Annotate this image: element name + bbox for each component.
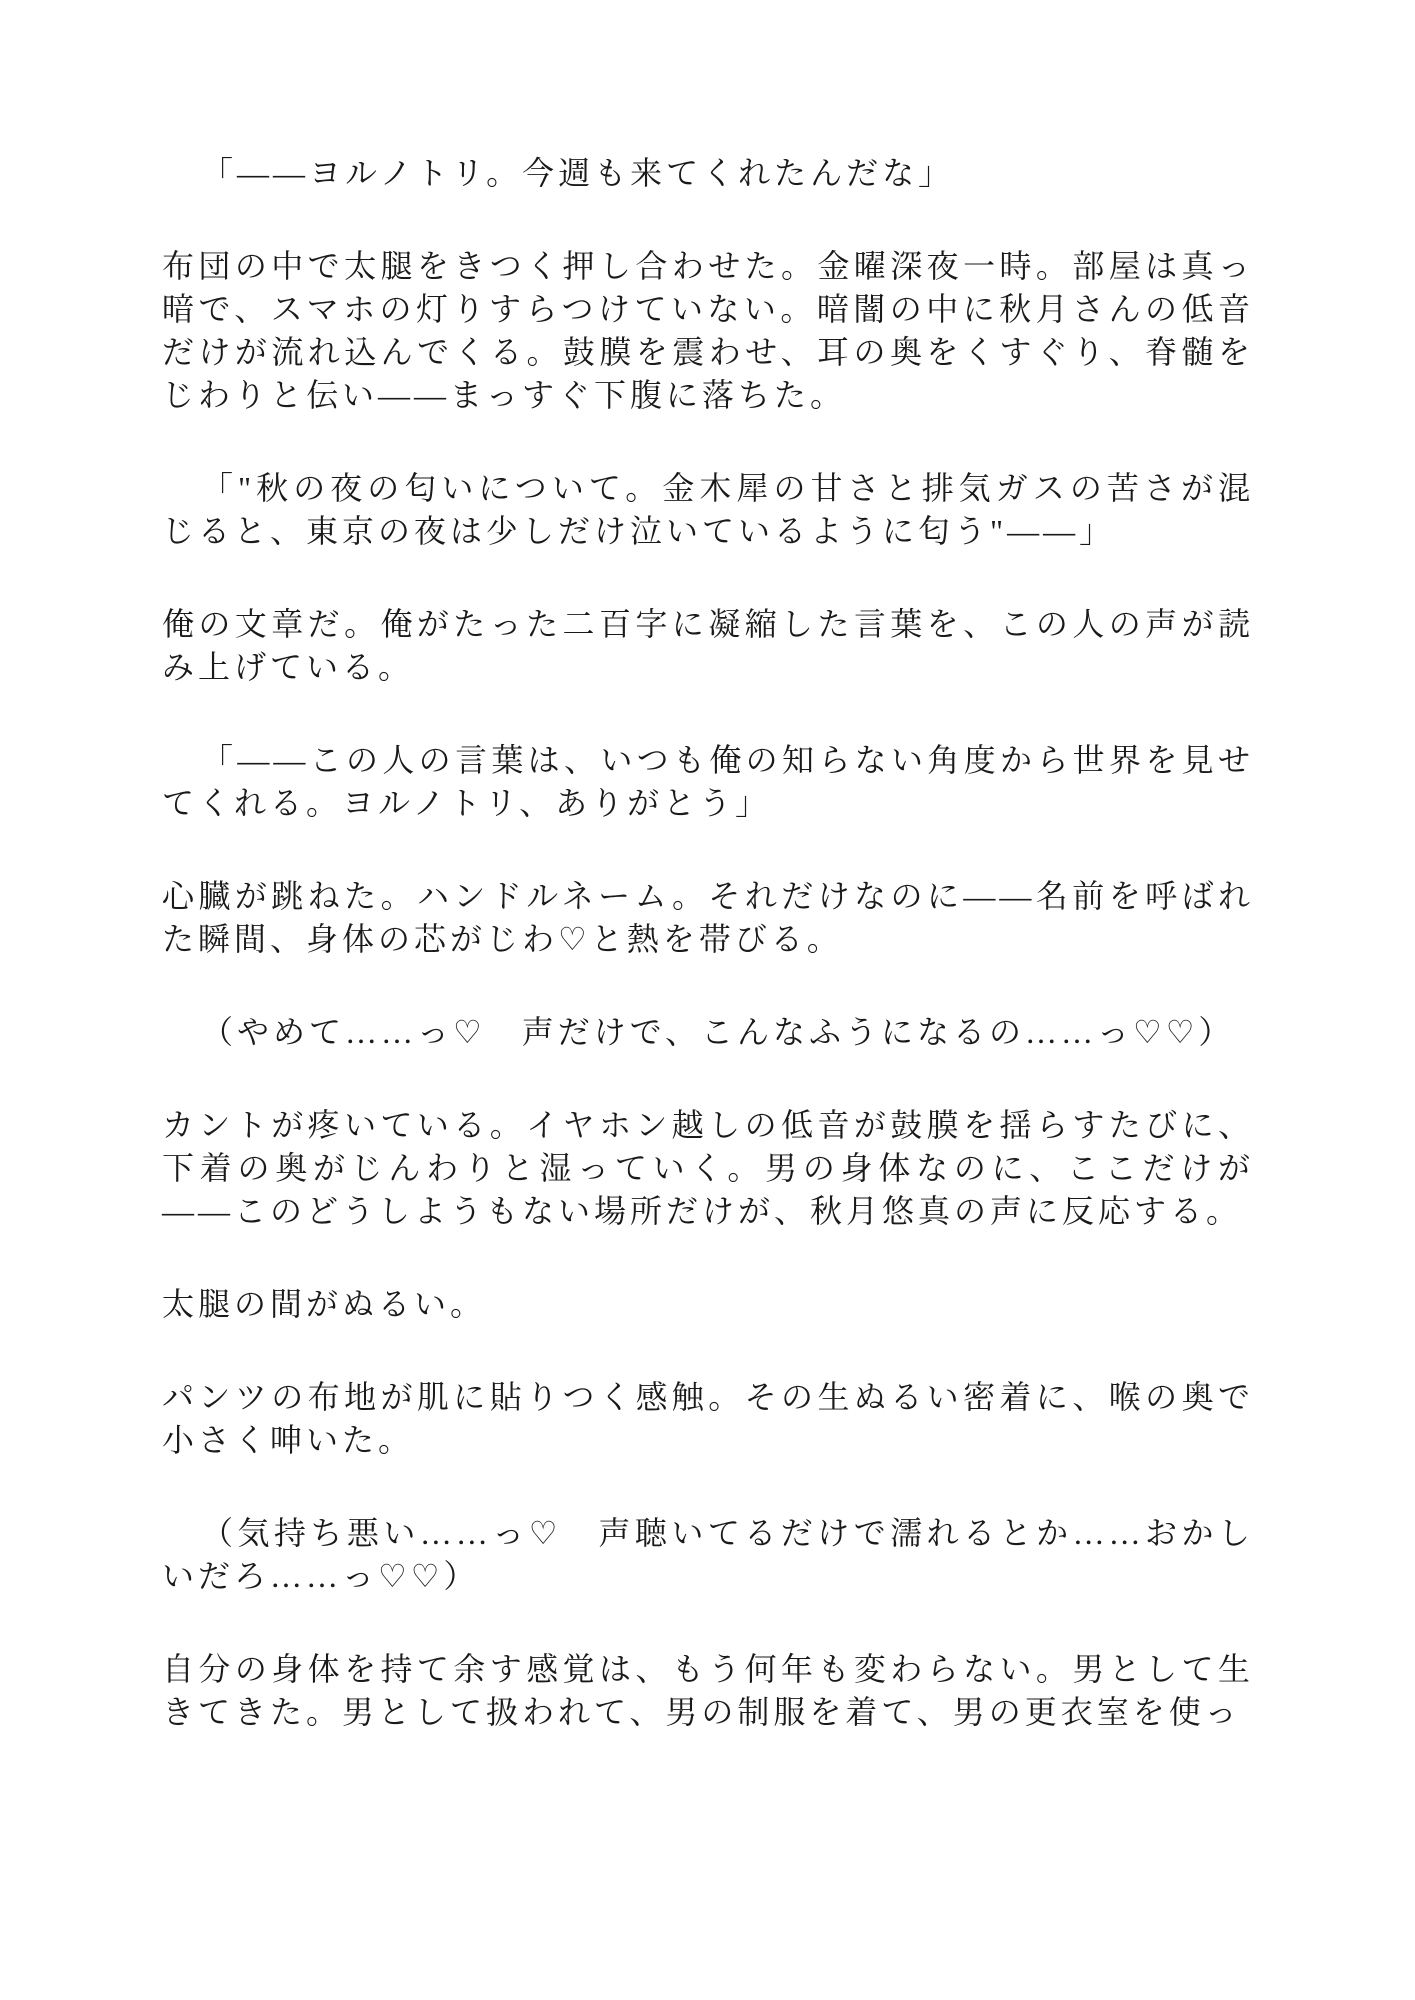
paragraph: 「――この人の言葉は、いつも俺の知らない角度から世界を見せてくれる。ヨルノトリ、ありがとう」 (162, 742, 1254, 821)
text-body (162, 152, 1254, 1734)
paragraph: カントが疼いている。イヤホン越しの低音が鼓膜を揺らすたびに、下着の奥がじんわりと湿っていく。男の身体なのに、ここだけが――このどうしようもない場所だけが、秋月悠真の声に反応する。 (162, 1107, 1254, 1229)
paragraph: 「――ヨルノトリ。今週も来てくれたんだな」 (201, 155, 955, 191)
paragraph: 布団の中で太腿をきつく押し合わせた。金曜深夜一時。部屋は真っ暗で、スマホの灯りすらつけていない。暗闇の中に秋月さんの低音だけが流れ込んでくる。鼓膜を震わせ、耳の奥をくすぐり、脊髄をじわりと伝い――まっすぐ下腹に落ちた。 (162, 248, 1254, 413)
paragraph: パンツの布地が肌に貼りつく感触。その生ぬるい密着に、喉の奥で小さく呻いた。 (162, 1379, 1254, 1458)
paragraph: 心臓が跳ねた。ハンドルネーム。それだけなのに――名前を呼ばれた瞬間、身体の芯がじわ♡と熱を帯びる。 (162, 878, 1254, 957)
paragraph: 「"秋の夜の匂いについて。金木犀の甘さと排気ガスの苦さが混じると、東京の夜は少しだけ泣いているように匂う"――」 (162, 470, 1254, 549)
paragraph: 俺の文章だ。俺がたった二百字に凝縮した言葉を、この人の声が読み上げている。 (162, 606, 1254, 685)
paragraph: （気持ち悪い……っ♡ 声聴いてるだけで濡れるとか……おかしいだろ……っ♡♡） (162, 1515, 1254, 1594)
paragraph: （やめて……っ♡ 声だけで、こんなふうになるの……っ♡♡） (201, 1014, 1235, 1050)
paragraph: 自分の身体を持て余す感覚は、もう何年も変わらない。男として生きてきた。男として扱われて、男の制服を着て、男の更衣室を使っ (162, 1651, 1254, 1730)
paragraph: 太腿の間がぬるい。 (162, 1286, 487, 1322)
